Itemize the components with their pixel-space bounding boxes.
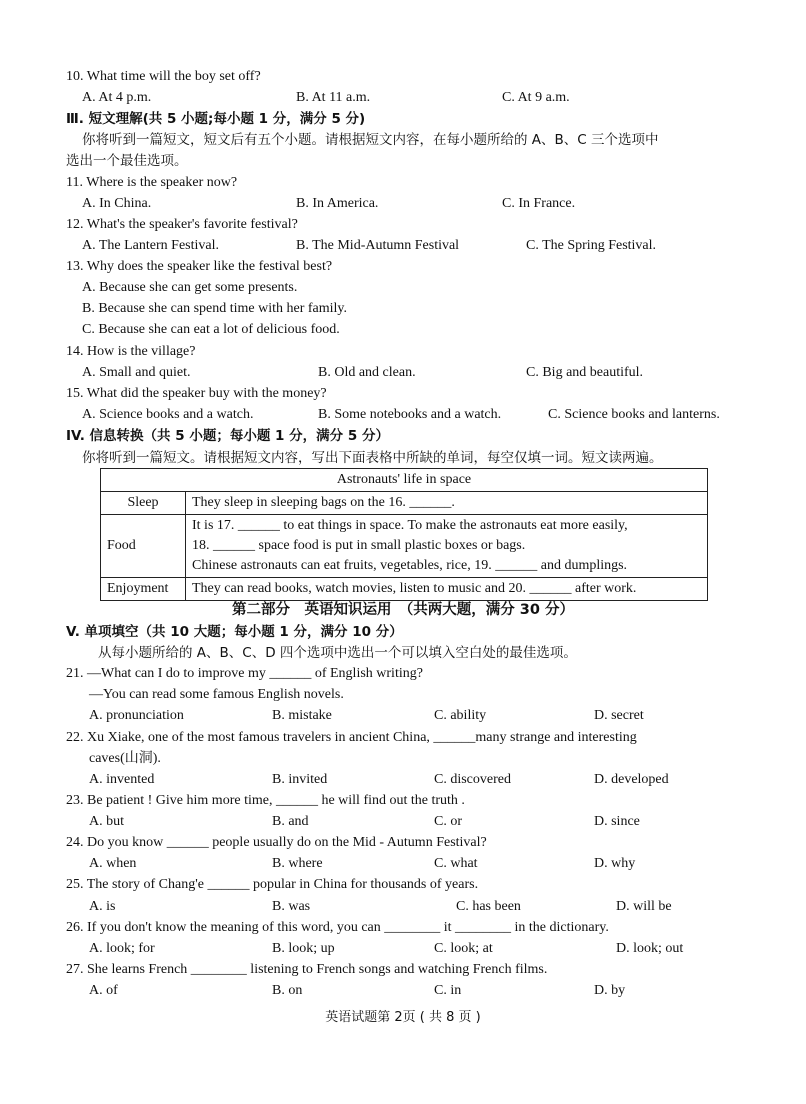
option-c: C. look; at bbox=[434, 941, 493, 956]
row-label-food: Food bbox=[101, 515, 186, 578]
food-line: Chinese astronauts can eat fruits, vegetables, rice, 19. ______ and dumplings. bbox=[192, 558, 628, 573]
option-a: A. pronunciation bbox=[89, 708, 184, 723]
option-c: C. ability bbox=[434, 708, 487, 723]
option-a: A. when bbox=[89, 856, 137, 871]
option-a: A. Science books and a watch. bbox=[82, 407, 254, 422]
option-c: C. what bbox=[434, 856, 478, 871]
option-b: B. where bbox=[272, 856, 323, 871]
option-d: D. developed bbox=[594, 772, 669, 787]
section-instruction: 从每小题所给的 A、B、C、D 四个选项中选出一个可以填入空白处的最佳选项。 bbox=[98, 645, 577, 661]
option-b: B. mistake bbox=[272, 708, 332, 723]
question-stem: 27. She learns French ________ listening to French songs and watching French films. bbox=[66, 962, 548, 977]
question-stem: 10. What time will the boy set off? bbox=[66, 69, 261, 84]
option-c: C. The Spring Festival. bbox=[526, 238, 657, 253]
question-stem: —You can read some famous English novels. bbox=[89, 687, 344, 702]
option-a: A. In China. bbox=[82, 196, 152, 211]
question-stem: 22. Xu Xiake, one of the most famous travelers in ancient China, ______many strange and interesting bbox=[66, 730, 637, 745]
question-stem: 24. Do you know ______ people usually do on the Mid - Autumn Festival? bbox=[66, 835, 487, 850]
question-stem: 25. The story of Chang'e ______ popular in China for thousands of years. bbox=[66, 877, 479, 892]
question-stem: caves(山洞). bbox=[89, 751, 161, 766]
option-d: D. since bbox=[594, 814, 640, 829]
question-stem: 21. —What can I do to improve my ______ of English writing? bbox=[66, 666, 423, 681]
option-c: C. Big and beautiful. bbox=[526, 365, 644, 380]
option-b: B. Because she can spend time with her family. bbox=[82, 301, 348, 316]
row-text-food bbox=[186, 515, 708, 578]
question-stem: 15. What did the speaker buy with the money? bbox=[66, 386, 327, 401]
row-label-enjoyment: Enjoyment bbox=[101, 578, 186, 601]
option-b: B. on bbox=[272, 983, 303, 998]
option-d: D. secret bbox=[594, 708, 644, 723]
section-title: V. 单项填空（共 10 大题；每小题 1 分，满分 10 分） bbox=[66, 624, 403, 640]
option-c: C. in bbox=[434, 983, 462, 998]
option-a: A. Small and quiet. bbox=[82, 365, 191, 380]
table-title: Astronauts' life in space bbox=[101, 469, 708, 492]
option-b: B. and bbox=[272, 814, 309, 829]
page-footer: 英语试题第 2页 ( 共 8 页 ) bbox=[325, 1010, 481, 1025]
info-table bbox=[100, 468, 708, 601]
option-a: A. of bbox=[89, 983, 118, 998]
part-heading: 第二部分 英语知识运用 （共两大题，满分 30 分） bbox=[231, 602, 575, 618]
section-instruction: 你将听到一篇短文，短文后有五个小题。请根据短文内容，在每小题所给的 A、B、C 三个选项中 bbox=[82, 132, 659, 148]
option-b: B. was bbox=[272, 899, 311, 914]
option-c: C. Science books and lanterns. bbox=[548, 407, 720, 422]
question-stem: 14. How is the village? bbox=[66, 344, 196, 359]
section-title: IV. 信息转换（共 5 小题；每小题 1 分，满分 5 分） bbox=[66, 428, 389, 444]
option-c: C. discovered bbox=[434, 772, 511, 787]
row-text-sleep: They sleep in sleeping bags on the 16. ______. bbox=[186, 492, 708, 515]
option-b: B. In America. bbox=[296, 196, 379, 211]
question-stem: 23. Be patient ! Give him more time, ______ he will find out the truth . bbox=[66, 793, 465, 808]
question-stem: 13. Why does the speaker like the festival best? bbox=[66, 259, 333, 274]
option-a: A. but bbox=[89, 814, 124, 829]
question-stem: 12. What's the speaker's favorite festival? bbox=[66, 217, 298, 232]
row-label-sleep: Sleep bbox=[101, 492, 186, 515]
question-stem: 26. If you don't know the meaning of this word, you can ________ it ________ in the dictionary. bbox=[66, 920, 609, 935]
option-a: A. Because she can get some presents. bbox=[82, 280, 298, 295]
option-a: A. The Lantern Festival. bbox=[82, 238, 219, 253]
option-d: D. why bbox=[594, 856, 636, 871]
option-d: D. by bbox=[594, 983, 626, 998]
option-d: D. will be bbox=[616, 899, 672, 914]
section-instruction: 选出一个最佳选项。 bbox=[66, 153, 188, 169]
option-b: B. look; up bbox=[272, 941, 335, 956]
option-c: C. or bbox=[434, 814, 462, 829]
question-stem: 11. Where is the speaker now? bbox=[66, 175, 238, 190]
section-instruction: 你将听到一篇短文。请根据短文内容，写出下面表格中所缺的单词，每空仅填一词。短文读两遍。 bbox=[82, 450, 663, 466]
option-a: A. At 4 p.m. bbox=[82, 90, 152, 105]
option-c: C. In France. bbox=[502, 196, 576, 211]
section-title: Ⅲ. 短文理解(共 5 小题;每小题 1 分，满分 5 分) bbox=[66, 111, 366, 127]
option-b: B. The Mid-Autumn Festival bbox=[296, 238, 460, 253]
food-line: 18. ______ space food is put in small plastic boxes or bags. bbox=[192, 538, 526, 553]
option-b: B. invited bbox=[272, 772, 328, 787]
option-a: A. is bbox=[89, 899, 116, 914]
option-b: B. At 11 a.m. bbox=[296, 90, 371, 105]
option-d: D. look; out bbox=[616, 941, 684, 956]
option-a: A. invented bbox=[89, 772, 155, 787]
row-text-enjoyment: They can read books, watch movies, listen to music and 20. ______ after work. bbox=[186, 578, 708, 601]
option-b: B. Some notebooks and a watch. bbox=[318, 407, 502, 422]
option-c: C. has been bbox=[456, 899, 521, 914]
option-b: B. Old and clean. bbox=[318, 365, 416, 380]
option-c: C. Because she can eat a lot of delicious food. bbox=[82, 322, 340, 337]
food-line: It is 17. ______ to eat things in space. To make the astronauts eat more easily, bbox=[192, 518, 628, 533]
option-c: C. At 9 a.m. bbox=[502, 90, 570, 105]
option-a: A. look; for bbox=[89, 941, 155, 956]
